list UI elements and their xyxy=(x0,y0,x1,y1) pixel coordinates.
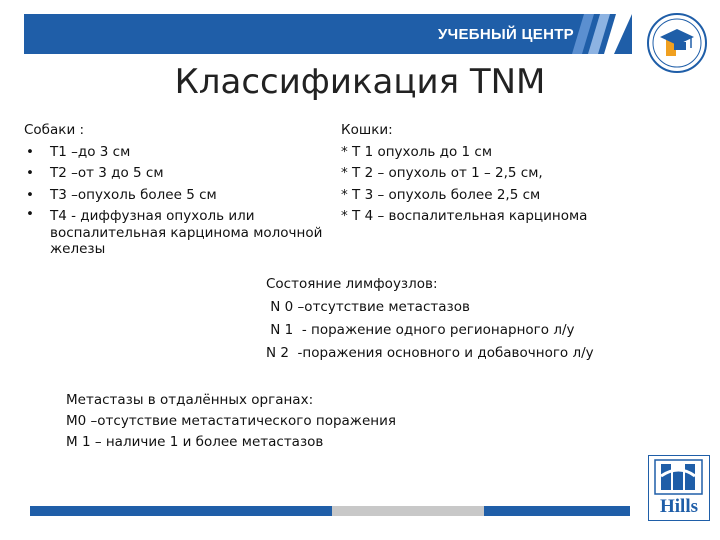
list-item-text: Т3 –опухоль более 5 см xyxy=(50,186,217,203)
list-item-text: Т1 –до 3 см xyxy=(50,143,131,160)
cats-line: * Т 2 – опухоль от 1 – 2,5 см, xyxy=(341,165,543,181)
lymph-nodes-section xyxy=(266,273,646,365)
cats-heading: Кошки: xyxy=(341,122,393,138)
list-item-text: Т2 –от 3 до 5 см xyxy=(50,165,164,181)
lymph-line: N 2 -поражения основного и добавочного л/у xyxy=(266,345,594,361)
metastasis-line: М 1 – наличие 1 и более метастазов xyxy=(66,434,324,450)
bullet: • xyxy=(26,206,34,222)
lymph-line: N 1 - поражение одного регионарного л/у xyxy=(266,322,575,338)
lymph-heading: Состояние лимфоузлов: xyxy=(266,276,438,292)
cats-section xyxy=(341,120,641,228)
bullet: • xyxy=(26,186,34,203)
metastasis-line: М0 –отсутствие метастатического поражения xyxy=(66,413,396,429)
cats-line: * Т 3 – опухоль более 2,5 см xyxy=(341,186,541,203)
list-item xyxy=(24,206,324,258)
metastasis-heading: Метастазы в отдалённых органах: xyxy=(66,392,314,408)
cats-line: * Т 1 опухоль до 1 см xyxy=(341,143,493,160)
header-banner xyxy=(24,14,632,54)
dogs-section xyxy=(24,120,324,258)
list-item-text: Т4 - диффузная опухоль или воспалительная карцинома молочной железы xyxy=(50,208,323,257)
footer-bar xyxy=(30,506,630,516)
footer-bar-segment xyxy=(30,506,332,516)
hills-logo-icon xyxy=(648,455,710,521)
brand-name: Hills xyxy=(659,496,698,517)
list-item xyxy=(24,185,324,207)
bullet: • xyxy=(26,143,34,160)
banner-title: УЧЕБНЫЙ ЦЕНТР xyxy=(438,26,574,43)
dogs-list xyxy=(24,142,324,258)
bullet: • xyxy=(26,165,34,181)
list-item xyxy=(24,142,324,164)
list-item xyxy=(24,163,324,185)
cats-line: * Т 4 – воспалительная карцинома xyxy=(341,208,588,224)
footer-bar-segment xyxy=(484,506,630,516)
hills-emblem-icon xyxy=(649,456,708,498)
metastasis-section xyxy=(66,390,466,453)
dogs-heading: Собаки : xyxy=(24,122,85,138)
banner-stripes-decoration xyxy=(572,14,632,54)
lymph-line: N 0 –отсутствие метастазов xyxy=(266,299,470,315)
page-title: Классификация TNM xyxy=(174,62,546,102)
footer-bar-segment xyxy=(332,506,484,516)
